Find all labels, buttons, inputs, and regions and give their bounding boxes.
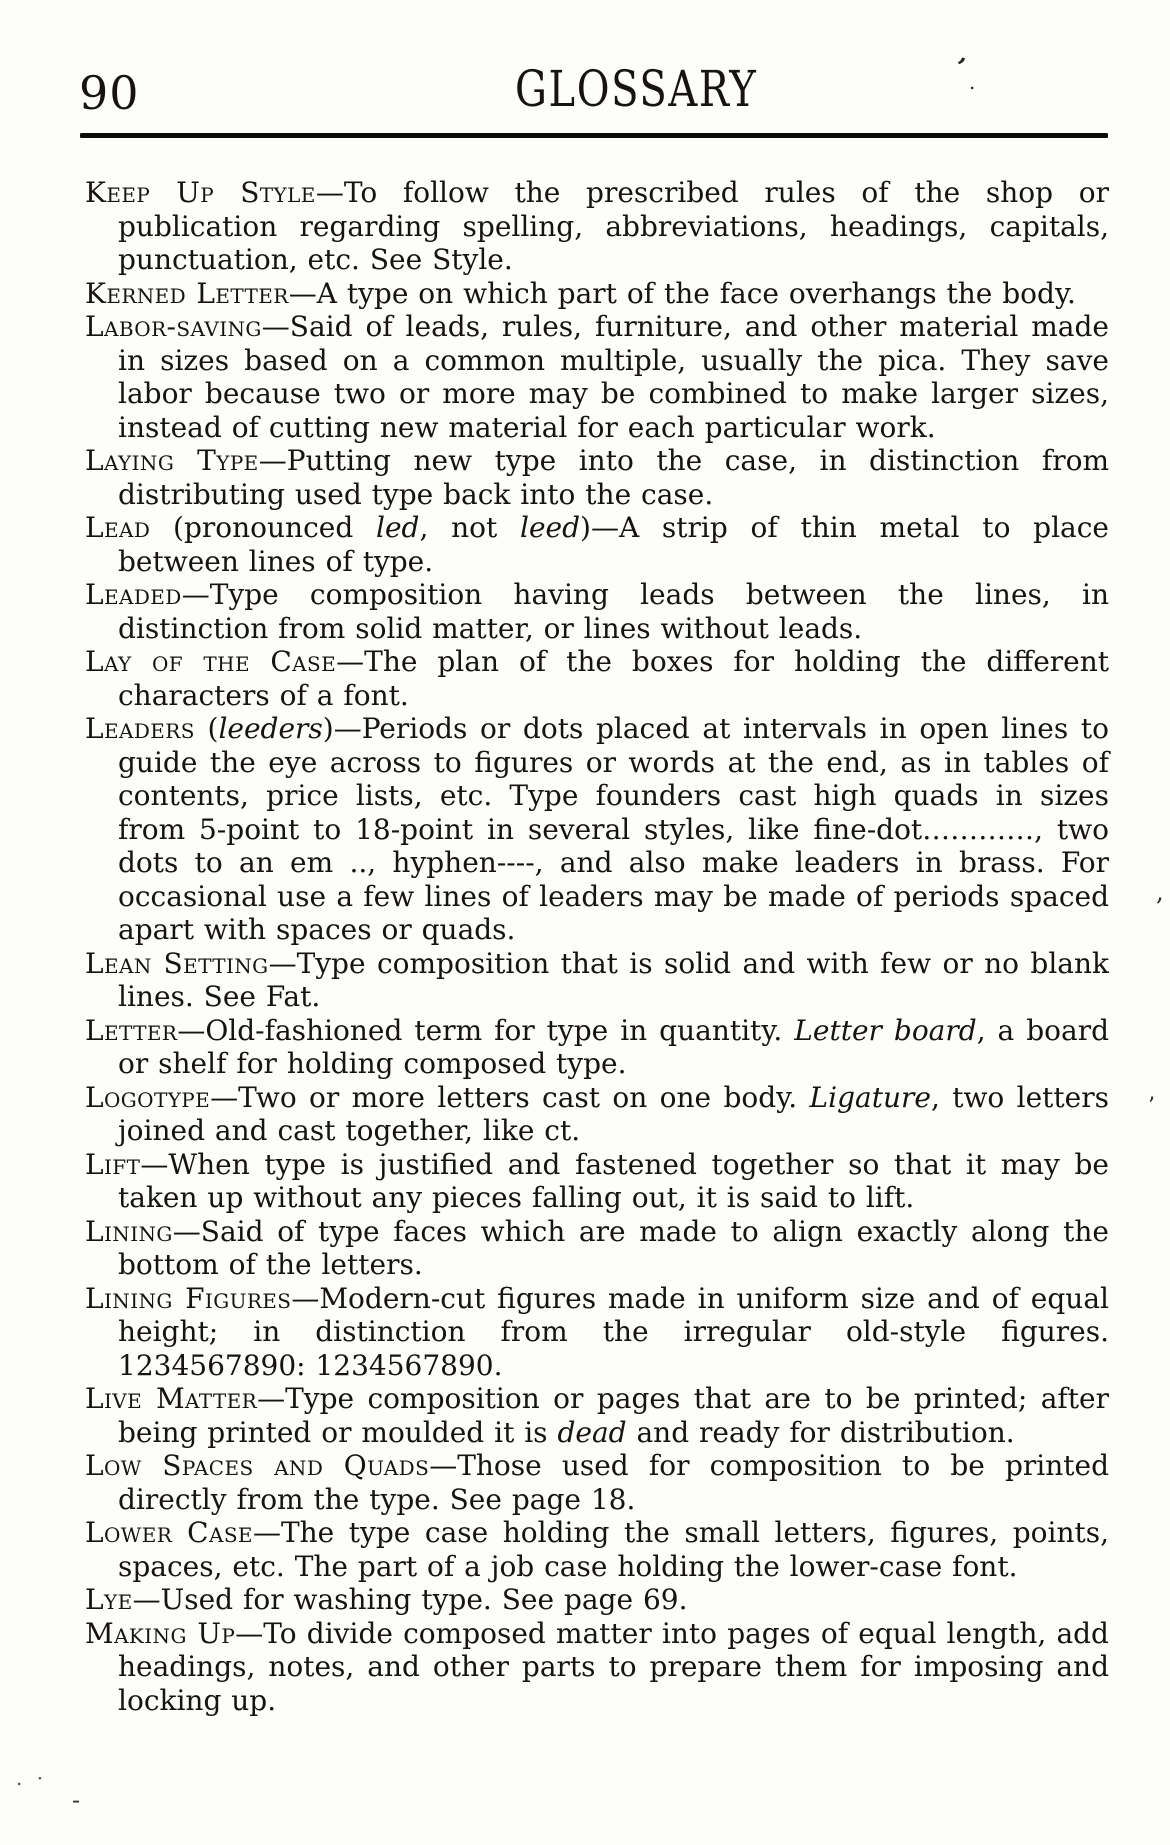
scan-artifact: .	[969, 70, 976, 94]
entry-term: Lead	[85, 511, 151, 544]
page-number: 90	[79, 66, 140, 120]
entry-term: Live Matter	[85, 1382, 258, 1415]
entry-text: —Used for washing type. See page 69.	[132, 1583, 688, 1616]
glossary-entry	[85, 310, 1109, 444]
entry-term: Making Up	[85, 1616, 236, 1650]
glossary-entry	[85, 176, 1109, 277]
entry-term: Laying Type	[85, 444, 259, 477]
entry-term: Labor-saving	[85, 310, 262, 343]
entry-text: —To divide composed matter into pages of equal length, add headings, notes, and other parts to prepare them for imposing and locking up.	[118, 1616, 1109, 1717]
entry-text: leeders	[218, 712, 323, 745]
entry-term: Lift	[85, 1147, 141, 1181]
entry-term: Leaded	[85, 578, 182, 611]
entry-text: —Type composition or pages that are to be printed; after being printed or moulded it is	[118, 1382, 1109, 1449]
entry-text: )—Periods or dots placed at intervals in open lines to guide the eye across to figures or words at the end, as in tables of contents, price lists, etc. Type founders cast high quads in sizes from 5-point to 18-point in several styles, like fine-dot…………, two dots to an em .., hyphen----, and also make leaders in brass. For occasional use a few lines of leaders may be made of periods spaced apart with spaces or quads.	[118, 712, 1110, 946]
glossary-entry	[85, 444, 1109, 511]
glossary-entry	[85, 645, 1109, 712]
entry-text: (pronounced	[150, 511, 376, 544]
page-title: GLOSSARY	[515, 60, 758, 118]
entry-term: Logotype	[85, 1080, 211, 1114]
entry-term: Letter	[85, 1013, 178, 1047]
glossary-entry	[85, 1148, 1109, 1215]
entry-text: Letter board	[794, 1013, 977, 1047]
scan-artifact: ’	[950, 52, 969, 84]
glossary-entry	[85, 1583, 1109, 1617]
entry-text: —The plan of the boxes for holding the different characters of a font.	[118, 645, 1110, 712]
running-head	[79, 52, 1108, 122]
glossary-entry	[85, 947, 1109, 1014]
entry-term: Lower Case	[85, 1516, 253, 1549]
glossary-entry	[85, 578, 1109, 645]
scan-artifact: ’	[1148, 1094, 1155, 1119]
entry-term: Lay of the Case	[85, 645, 337, 678]
header-rule	[80, 133, 1108, 138]
glossary-list	[85, 176, 1109, 1717]
glossary-entry	[85, 1014, 1109, 1081]
entry-text: —When type is justified and fastened together so that it may be taken up without any pieces falling out, it is said to lift.	[118, 1147, 1109, 1214]
glossary-entry	[85, 1081, 1109, 1148]
entry-term: Lye	[85, 1583, 133, 1616]
entry-text: —Said of leads, rules, furniture, and other material made in sizes based on a common multiple, usually the pica. They save labor because two or more may be combined to make larger sizes, instead of cutting new material for each particular work.	[118, 310, 1109, 444]
entry-text: —To follow the prescribed rules of the shop or publication regarding spelling, abbreviations, headings, capitals, punctuation, etc. See Style.	[118, 176, 1109, 276]
entry-text: Ligature	[809, 1080, 931, 1114]
entry-text: —Type composition that is solid and with few or no blank lines. See Fat.	[118, 946, 1109, 1013]
entry-text: —Putting new type into the case, in distinction from distributing used type back into the case.	[118, 444, 1109, 511]
scan-artifact: . ·	[16, 1766, 48, 1790]
entry-text: leed	[520, 511, 581, 544]
entry-text: —Modern-cut figures made in uniform size and of equal height; in distinction from the irregular old-style figures. 1234567890: 1234567890.	[118, 1281, 1109, 1382]
entry-text: —The type case holding the small letters, figures, points, spaces, etc. The part of a job case holding the lower-case font.	[118, 1516, 1109, 1583]
glossary-entry	[85, 1382, 1109, 1449]
entry-text: , two letters joined and cast together, like ct.	[118, 1080, 1109, 1147]
entry-term: Leaders	[85, 712, 195, 745]
entry-term: Low Spaces and Quads	[85, 1449, 430, 1482]
entry-text: —Old-fashioned term for type in quantity.	[177, 1013, 795, 1047]
entry-term: Lining Figures	[85, 1281, 292, 1315]
entry-text: —Type composition having leads between the lines, in distinction from solid matter, or lines without leads.	[118, 578, 1109, 645]
entry-term: Kerned Letter	[85, 276, 289, 310]
glossary-entry	[85, 1617, 1109, 1718]
entry-text: , a board or shelf for holding composed type.	[118, 1013, 1110, 1080]
glossary-entry	[85, 1516, 1109, 1583]
entry-text: )—A strip of thin metal to place between lines of type.	[118, 511, 1109, 578]
entry-text: —Said of type faces which are made to align exactly along the bottom of the letters.	[118, 1214, 1109, 1281]
entry-text: —Two or more letters cast on one body.	[210, 1080, 810, 1114]
scan-artifact: -	[72, 1786, 81, 1814]
entry-text: —Those used for composition to be printed directly from the type. See page 18.	[118, 1449, 1109, 1516]
glossary-entry	[85, 1215, 1109, 1282]
entry-term: Lining	[85, 1214, 173, 1248]
entry-text: (	[194, 712, 219, 745]
glossary-entry	[85, 1282, 1109, 1383]
glossary-entry	[85, 511, 1109, 578]
glossary-entry	[85, 277, 1109, 311]
entry-text: dead	[557, 1415, 627, 1449]
glossary-entry	[85, 1449, 1109, 1516]
entry-term: Keep Up Style	[85, 176, 316, 209]
entry-text: and ready for distribution.	[626, 1415, 1015, 1449]
entry-text: , not	[419, 511, 520, 544]
entry-term: Lean Setting	[85, 946, 269, 980]
entry-text: led	[376, 511, 420, 544]
glossary-entry	[85, 712, 1109, 947]
entry-text: —A type on which part of the face overhangs the body.	[288, 276, 1076, 310]
scan-artifact: ,	[1156, 878, 1164, 906]
